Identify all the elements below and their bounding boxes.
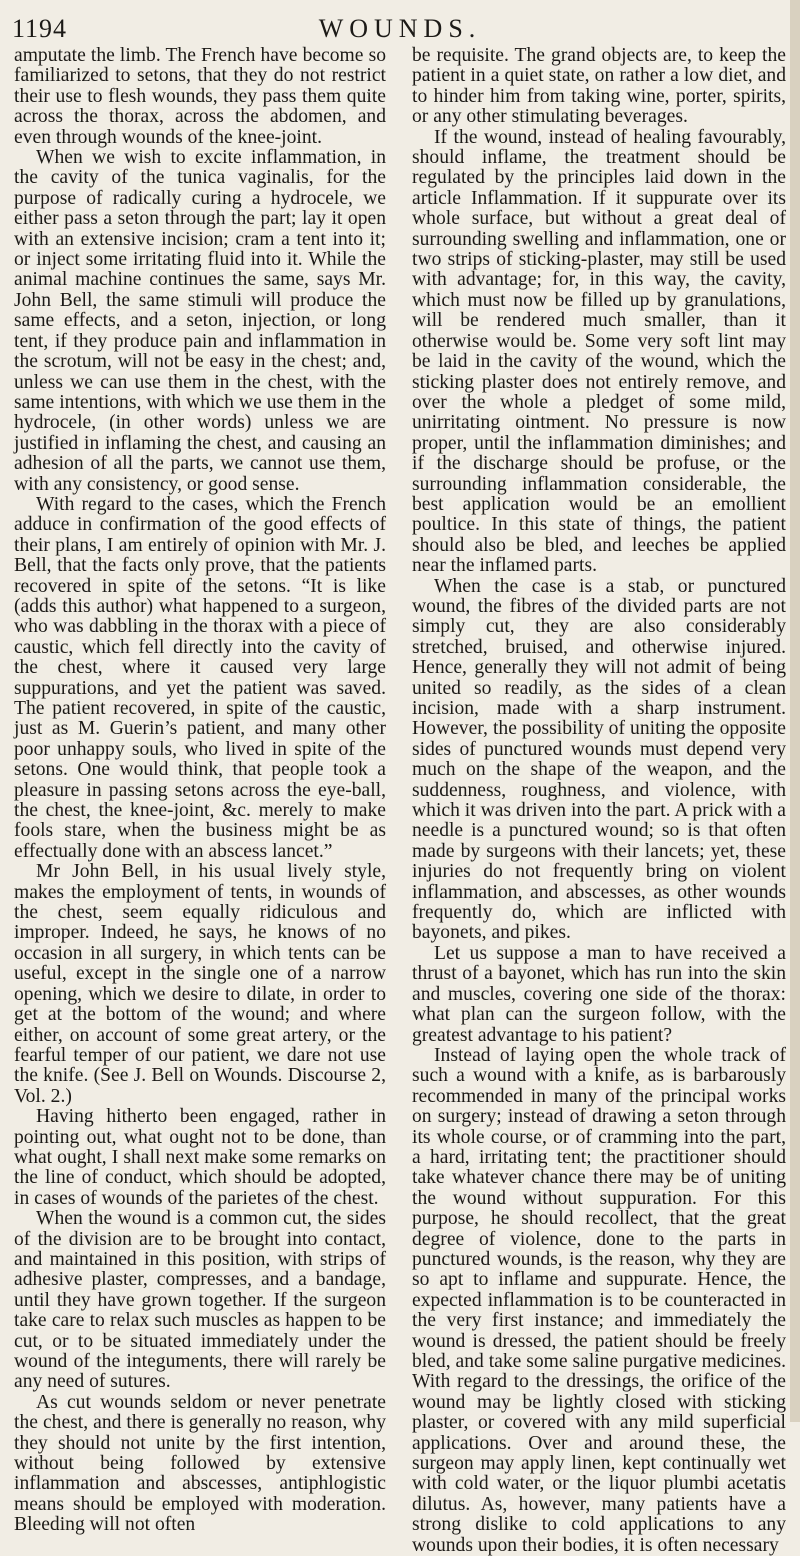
paragraph: When the wound is a common cut, the sides of the division are to be brought into contact, and maintained in this position, with strips of adhesive plaster, compresses, and a bandage, until they have grown together. If the surgeon take care to relax such muscles as happen to be cut, or to be situated immediately under the wound of the integuments, there will rarely be any need of sutures. bbox=[14, 1208, 386, 1393]
page-edge bbox=[790, 0, 800, 1422]
paragraph: be requisite. The grand objects are, to keep the patient in a quiet state, on rather a low diet, and to hinder him from taking wine, porter, spirits, or any other stimulating beverages. bbox=[412, 45, 786, 128]
left-column bbox=[14, 46, 386, 1536]
paragraph: When we wish to excite inflammation, in the cavity of the tunica vaginalis, for the purpose of radically curing a hydrocele, we either pass a seton through the part; lay it open with an extensive incision; cram a tent into it; or inject some irritating fluid into it. While the animal machine continues the same, says Mr. John Bell, the same stimuli will produce the same effects, and a seton, injection, or long tent, if they produce pain and inflammation in the scrotum, will not be easy in the chest; and, unless we can use them in the chest, with the same intentions, with which we use them in the hydrocele, (in other words) unless we are justified in inflaming the chest, and causing an adhesion of all the parts, we cannot use them, with any consistency, or good sense. bbox=[14, 147, 386, 495]
paragraph: amputate the limb. The French have become so familiarized to setons, that they do not restrict their use to flesh wounds, they pass them quite across the thorax, across the abdomen, and even through wounds of the knee-joint. bbox=[14, 45, 386, 148]
paragraph: When the case is a stab, or punctured wound, the fibres of the divided parts are not simply cut, they are also considerably stretched, bruised, and otherwise injured. Hence, generally they will not admit of being united so readily, as the sides of a clean incision, made with a sharp instrument. However, the possibility of uniting the opposite sides of punctured wounds must depend very much on the shape of the weapon, and the suddenness, roughness, and violence, with which it was driven into the part. A prick with a needle is a punctured wound; so is that often made by surgeons with their lancets; yet, these injuries do not frequently bring on violent inflammation, and abscesses, as other wounds frequently do, which are inflicted with bayonets, and pikes. bbox=[412, 575, 786, 944]
paragraph: Instead of laying open the whole track of such a wound with a knife, as is barbarously recommended in many of the principal works on surgery; instead of drawing a seton through its whole course, or of cramming into the part, a hard, irritating tent; the practitioner should take whatever chance there may be of uniting the wound without suppuration. For this purpose, he should recollect, that the great degree of violence, done to the parts in punctured wounds, is the reason, why they are so apt to inflame and suppurate. Hence, the expected inflammation is to be counteracted in the very first instance; and immediately the wound is dressed, the patient should be freely bled, and take some saline purgative medicines. With regard to the dressings, the orifice of the wound may be lightly closed with sticking plaster, or covered with any mild superficial applications. Over and around these, the surgeon may apply linen, kept continually wet with cold water, or the liquor plumbi acetatis dilutus. As, however, many patients have a strong dislike to cold applications to any wounds upon their bodies, it is often necessary bbox=[412, 1044, 786, 1556]
paragraph: Let us suppose a man to have received a thrust of a bayonet, which has run into the skin and muscles, covering one side of the thorax: what plan can the surgeon follow, with the greatest advantage to his patient? bbox=[412, 942, 786, 1046]
paragraph: As cut wounds seldom or never penetrate the chest, and there is generally no reason, why they should not unite by the first intention, without being followed by extensive inflammation and abscesses, antiphlogistic means should be employed with moderation. Bleeding will not often bbox=[14, 1391, 386, 1536]
paragraph: If the wound, instead of healing favourably, should inflame, the treatment should be regulated by the principles laid down in the article Inflammation. If it suppurate over its whole surface, but without a great deal of surrounding swelling and inflammation, one or two strips of sticking-plaster, may still be used with advantage; for, in this way, the cavity, which must now be filled up by granulations, will be rendered much smaller, than it otherwise would be. Some very soft lint may be laid in the cavity of the wound, which the sticking plaster does not entirely remove, and over the whole a pledget of some mild, unirritating ointment. No pressure is now proper, until the inflammation diminishes; and if the discharge should be profuse, or the surrounding inflammation considerable, the best application would be an emollient poultice. In this state of things, the patient should also be bled, and leeches be applied near the inflamed parts. bbox=[412, 126, 786, 577]
paragraph: Mr John Bell, in his usual lively style, makes the employment of tents, in wounds of the chest, seem equally ridiculous and improper. Indeed, he says, he knows of no occasion in all surgery, in which tents can be useful, except in the single one of a narrow opening, which we desire to dilate, in order to get at the bottom of the wound; and where either, on account of some great artery, or the fearful temper of our patient, we dare not use the knife. (See J. Bell on Wounds. Discourse 2, Vol. 2.) bbox=[14, 861, 386, 1107]
running-title: WOUNDS. bbox=[318, 14, 482, 43]
paragraph: With regard to the cases, which the French adduce in confirmation of the good effects of their plans, I am entirely of opinion with Mr. J. Bell, that the facts only prove, that the patients recovered in spite of the setons. “It is like (adds this author) what happened to a surgeon, who was dabbling in the thorax with a piece of caustic, which fell directly into the cavity of the chest, where it caused very large suppurations, and yet the patient was saved. The patient recovered, in spite of the caustic, just as M. Guerin’s patient, and many other poor unhappy souls, who lived in spite of the setons. One would think, that people took a pleasure in passing setons across the eye-ball, the chest, the knee-joint, &c. merely to make fools stare, when the business might be as effectually done with an abscess lancet.” bbox=[14, 493, 386, 862]
right-column bbox=[412, 46, 786, 1556]
page-number: 1194 bbox=[12, 14, 68, 43]
paragraph: Having hitherto been engaged, rather in pointing out, what ought not to be done, than what ought, I shall next make some remarks on the line of conduct, which should be adopted, in cases of wounds of the parietes of the chest. bbox=[14, 1106, 386, 1209]
page-header bbox=[0, 14, 800, 44]
